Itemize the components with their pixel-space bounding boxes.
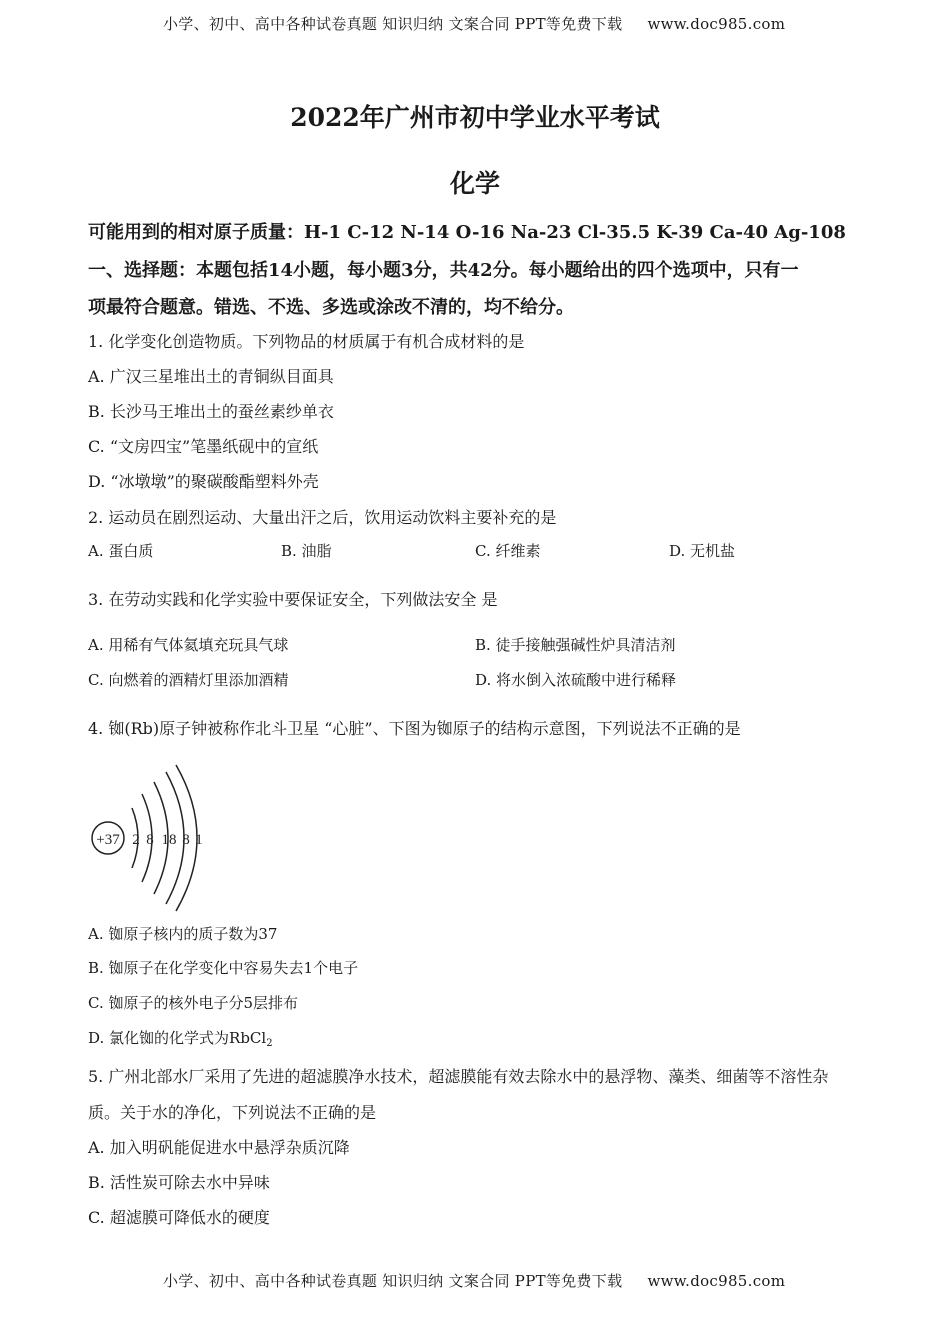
rubidium-atom-diagram	[86, 762, 216, 912]
q5-stem-line1: 5. 广州北部水厂采用了先进的超滤膜净水技术，超滤膜能有效去除水中的悬浮物、藻类、细菌等不溶性杂	[88, 1067, 829, 1086]
q5-option-a: A. 加入明矾能促进水中悬浮杂质沉降	[88, 1138, 350, 1157]
q3-option-c: C. 向燃着的酒精灯里添加酒精	[88, 671, 289, 689]
footer-site: www.doc985.com	[647, 1272, 786, 1290]
shell-electrons-4: 8	[182, 832, 190, 848]
q1-option-d: D. “冰墩墩”的聚碳酸酯塑料外壳	[88, 472, 319, 491]
q4-option-d-text: D. 氯化铷的化学式为	[88, 1029, 230, 1047]
shell-electrons-1: 2	[132, 832, 140, 848]
q2-stem: 2. 运动员在剧烈运动、大量出汗之后，饮用运动饮料主要补充的是	[88, 508, 557, 527]
q2-option-c: C. 纤维素	[475, 542, 541, 560]
section-instructions-2: 项最符合题意。错选、不选、多选或涂改不清的，均不给分。	[88, 297, 574, 318]
footer-text: 小学、初中、高中各种试卷真题 知识归纳 文案合同 PPT等免费下载	[163, 1272, 623, 1290]
q4-option-d-formula: RbCl	[229, 1029, 267, 1047]
q3-option-d: D. 将水倒入浓硫酸中进行稀释	[475, 671, 677, 689]
q2-option-a: A. 蛋白质	[88, 542, 154, 560]
q2-option-b: B. 油脂	[281, 542, 332, 560]
q5-option-b: B. 活性炭可除去水中异味	[88, 1173, 270, 1192]
q1-option-c: C. “文房四宝”笔墨纸砚中的宣纸	[88, 437, 319, 456]
page-header	[163, 13, 785, 34]
q3-option-b: B. 徒手接触强碱性炉具清洁剂	[475, 636, 676, 654]
exam-title: 2022年广州市初中学业水平考试	[290, 103, 660, 132]
q3-option-a: A. 用稀有气体氦填充玩具气球	[88, 636, 289, 654]
section-instructions-1: 一、选择题：本题包括14小题，每小题3分，共42分。每小题给出的四个选项中，只有一	[88, 260, 799, 281]
q5-stem-line2: 质。关于水的净化，下列说法不正确的是	[88, 1103, 377, 1122]
nucleus-charge: +37	[96, 832, 120, 848]
q4-option-d-subscript: 2	[266, 1038, 273, 1049]
shell-electrons-2: 8	[146, 832, 154, 848]
shell-electrons-5: 1	[195, 832, 203, 848]
shell-electrons-3: 18	[161, 832, 177, 848]
page-footer	[163, 1270, 785, 1291]
q4-stem: 4. 铷(Rb)原子钟被称作北斗卫星 “心脏”、下图为铷原子的结构示意图，下列说法不正确的是	[88, 719, 741, 738]
q3-stem: 3. 在劳动实践和化学实验中要保证安全，下列做法安全 是	[88, 590, 498, 609]
q5-option-c: C. 超滤膜可降低水的硬度	[88, 1208, 270, 1227]
q1-option-a: A. 广汉三星堆出土的青铜纵目面具	[88, 367, 334, 386]
q1-stem: 1. 化学变化创造物质。下列物品的材质属于有机合成材料的是	[88, 332, 525, 351]
atomic-masses: 可能用到的相对原子质量：H-1 C-12 N-14 O-16 Na-23 Cl-35.5 K-39 Ca-40 Ag-108	[88, 222, 846, 243]
q4-option-b: B. 铷原子在化学变化中容易失去1个电子	[88, 959, 359, 977]
q4-option-d	[88, 1027, 273, 1049]
subject-title: 化学	[449, 169, 500, 198]
header-text: 小学、初中、高中各种试卷真题 知识归纳 文案合同 PPT等免费下载	[163, 15, 623, 33]
q1-option-b: B. 长沙马王堆出土的蚕丝素纱单衣	[88, 402, 334, 421]
q2-option-d: D. 无机盐	[669, 542, 736, 560]
header-site: www.doc985.com	[647, 15, 786, 33]
q4-option-c: C. 铷原子的核外电子分5层排布	[88, 994, 299, 1012]
q4-option-a: A. 铷原子核内的质子数为37	[88, 925, 278, 943]
